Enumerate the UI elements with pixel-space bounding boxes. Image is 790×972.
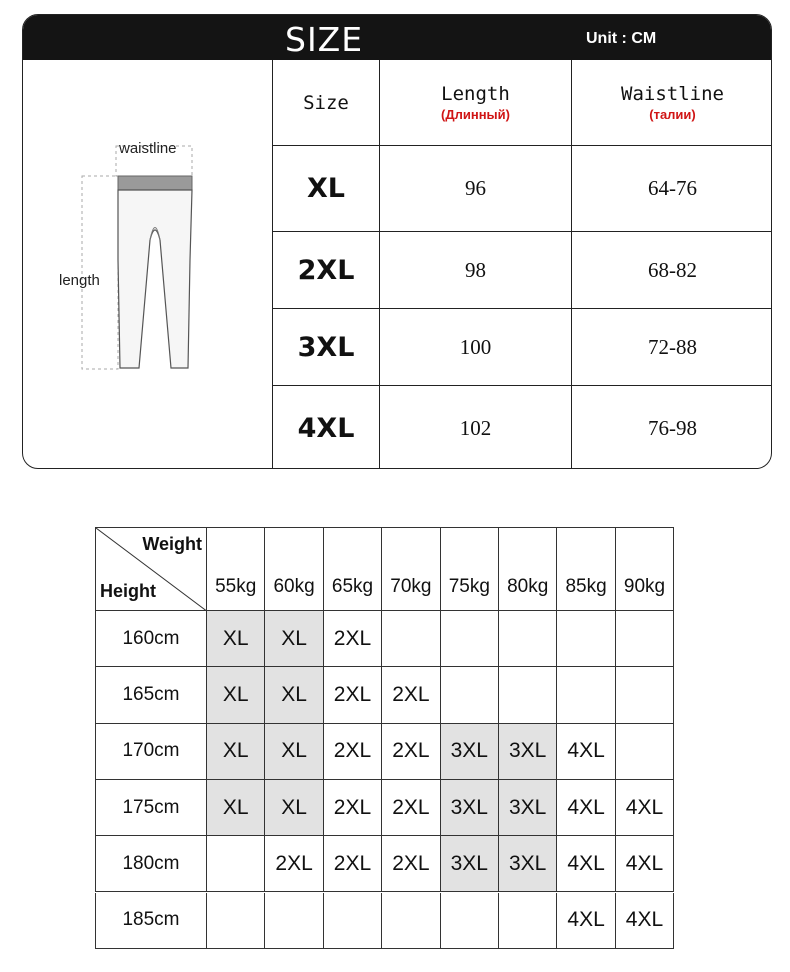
size-chart-cell	[441, 893, 499, 949]
waistline-header-ru: (талии)	[649, 107, 696, 122]
waistline-header-cell	[571, 60, 772, 146]
size-chart-cell: 3XL	[499, 724, 557, 780]
size-chart-cell	[207, 893, 265, 949]
size-chart-cell: 2XL	[382, 836, 440, 892]
length-header-ru: (Длинный)	[441, 107, 510, 122]
length-header: Length	[441, 83, 510, 105]
size-card-title: SIZE	[285, 20, 364, 59]
length-header-cell	[379, 60, 571, 146]
waist-value: 76-98	[648, 415, 697, 440]
size-cell	[272, 146, 379, 232]
leggings-icon	[23, 60, 272, 469]
waist-value: 72-88	[648, 334, 697, 359]
weight-header-cell: 60kg	[265, 527, 323, 611]
length-value: 102	[459, 415, 492, 440]
size-chart-cell	[616, 611, 674, 667]
pants-illustration	[23, 60, 272, 469]
size-card-header	[23, 15, 771, 60]
chart-corner-cell	[95, 527, 207, 611]
size-chart-cell: XL	[265, 611, 323, 667]
size-chart-cell	[265, 893, 323, 949]
size-chart-cell: 3XL	[441, 724, 499, 780]
size-chart-cell	[382, 893, 440, 949]
size-cell	[272, 309, 379, 386]
size-chart-cell: 3XL	[499, 780, 557, 836]
size-chart-cell	[207, 836, 265, 892]
size-chart-cell: 3XL	[441, 836, 499, 892]
size-chart-cell	[382, 611, 440, 667]
size-header: Size	[303, 91, 349, 114]
size-name: XL	[306, 173, 346, 204]
size-chart-cell: 2XL	[324, 611, 382, 667]
size-chart-cell	[324, 893, 382, 949]
size-chart-cell: 4XL	[557, 893, 615, 949]
weight-header-cell: 55kg	[207, 527, 265, 611]
size-card	[22, 14, 772, 469]
waist-value: 68-82	[648, 257, 697, 282]
size-chart-cell	[557, 667, 615, 723]
length-value: 98	[465, 257, 486, 282]
size-table	[272, 60, 772, 469]
size-chart-cell: 2XL	[265, 836, 323, 892]
size-cell	[272, 386, 379, 469]
size-chart-cell: 4XL	[616, 893, 674, 949]
weight-header-cell: 75kg	[441, 527, 499, 611]
height-cell: 160cm	[95, 611, 207, 667]
length-label: length	[59, 272, 100, 289]
size-chart-cell	[441, 611, 499, 667]
size-chart-cell	[616, 667, 674, 723]
height-cell: 180cm	[95, 836, 207, 892]
size-chart-cell: 2XL	[324, 836, 382, 892]
size-chart-cell	[441, 667, 499, 723]
size-chart-cell: 2XL	[382, 724, 440, 780]
size-name: 3XL	[297, 331, 355, 363]
size-chart-cell: 2XL	[382, 780, 440, 836]
weight-header-cell: 80kg	[499, 527, 557, 611]
size-chart-cell: 4XL	[557, 836, 615, 892]
waistline-header: Waistline	[621, 83, 724, 105]
length-cell	[379, 386, 571, 469]
size-chart-cell: XL	[265, 667, 323, 723]
waist-cell	[571, 232, 772, 309]
weight-header-cell: 70kg	[382, 527, 440, 611]
size-chart-cell: 2XL	[324, 724, 382, 780]
size-chart-cell: 3XL	[499, 836, 557, 892]
length-cell	[379, 232, 571, 309]
waist-value: 64-76	[648, 176, 697, 200]
height-cell: 170cm	[95, 724, 207, 780]
length-cell	[379, 309, 571, 386]
corner-height-label: Height	[100, 581, 156, 601]
waistline-label: waistline	[119, 140, 177, 157]
size-chart-cell: XL	[207, 780, 265, 836]
size-chart-cell: 4XL	[616, 780, 674, 836]
weight-header-cell: 85kg	[557, 527, 615, 611]
size-chart-cell: XL	[265, 780, 323, 836]
size-chart-cell: XL	[265, 724, 323, 780]
size-chart-cell: XL	[207, 667, 265, 723]
height-weight-chart	[95, 527, 674, 949]
length-value: 100	[459, 334, 492, 359]
size-name: 2XL	[297, 254, 355, 286]
size-name: 4XL	[297, 412, 355, 444]
size-chart-cell: XL	[207, 724, 265, 780]
weight-header-cell: 90kg	[616, 527, 674, 611]
length-cell	[379, 146, 571, 232]
length-value: 96	[465, 176, 486, 200]
size-chart-cell: 4XL	[557, 724, 615, 780]
height-cell: 175cm	[95, 780, 207, 836]
size-chart-cell: 3XL	[441, 780, 499, 836]
size-chart-cell	[557, 611, 615, 667]
size-chart-cell: 2XL	[382, 667, 440, 723]
size-chart-cell	[499, 893, 557, 949]
height-cell: 165cm	[95, 667, 207, 723]
waist-cell	[571, 386, 772, 469]
size-chart-cell: 2XL	[324, 780, 382, 836]
size-chart-cell: 4XL	[557, 780, 615, 836]
size-chart-cell	[499, 667, 557, 723]
waist-cell	[571, 309, 772, 386]
waist-cell	[571, 146, 772, 232]
size-chart-cell: XL	[207, 611, 265, 667]
corner-weight-label: Weight	[142, 534, 202, 554]
weight-header-cell: 65kg	[324, 527, 382, 611]
size-chart-cell	[616, 724, 674, 780]
size-cell	[272, 232, 379, 309]
size-chart-cell: 2XL	[324, 667, 382, 723]
size-chart-cell: 4XL	[616, 836, 674, 892]
unit-label: Unit : CM	[586, 30, 657, 47]
size-header-cell	[272, 60, 379, 146]
size-chart-cell	[499, 611, 557, 667]
height-cell: 185cm	[95, 893, 207, 949]
